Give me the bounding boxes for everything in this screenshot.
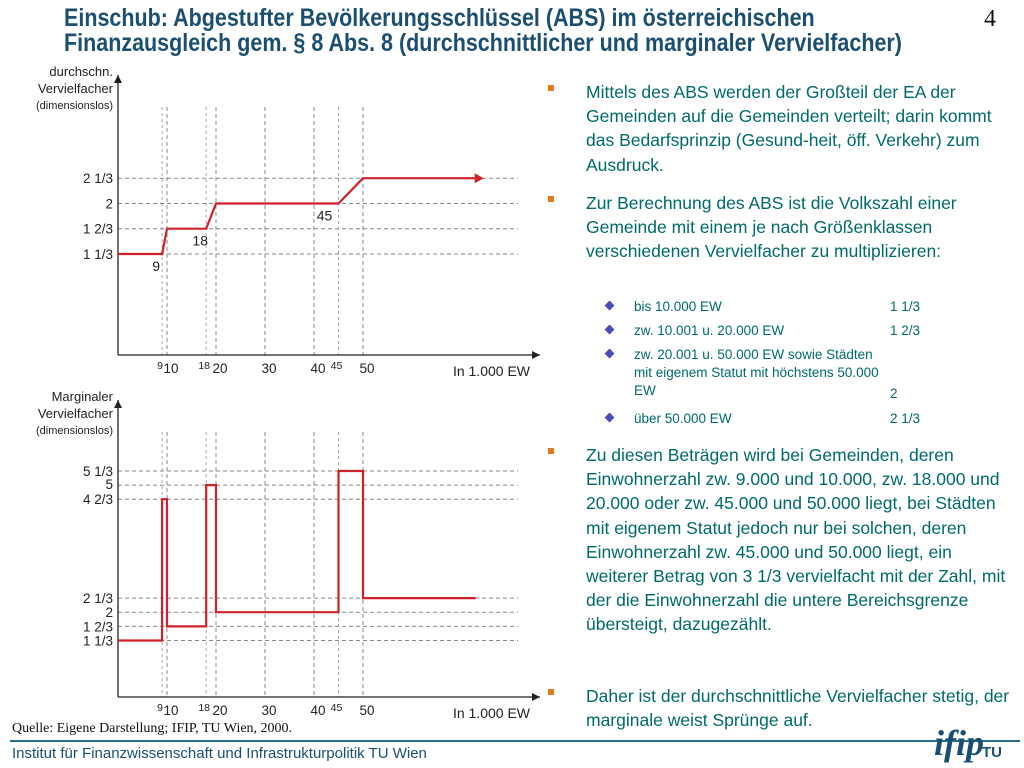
page-title-line-2: Finanzausgleich gem. § 8 Abs. 8 (durchschnittlicher und marginaler Vervielfacher) bbox=[64, 29, 902, 57]
chart2-y-tick-label-5: 4 2/3 bbox=[82, 492, 113, 508]
chart1-plot-area bbox=[118, 107, 518, 355]
chart1-annotation-45: 45 bbox=[316, 207, 333, 224]
bullet-marker bbox=[548, 85, 554, 91]
bullet-item-3 bbox=[548, 443, 1018, 637]
page-number: 4 bbox=[984, 6, 996, 32]
chart1-y-tick-label-1: 1 1/3 bbox=[82, 246, 113, 262]
chart1-x-small-label-45: 45 bbox=[330, 360, 343, 372]
chart2-y-tick-label-2: 1 2/3 bbox=[82, 619, 113, 635]
chart1-ylabel-line-3: (dimensionslos) bbox=[35, 100, 113, 112]
chart2-y-tick-label-7: 5 1/3 bbox=[82, 463, 113, 479]
chart2-y-tick-label-1: 1 1/3 bbox=[82, 633, 113, 649]
bullet-item-1 bbox=[548, 80, 1018, 177]
chart1-x-small-label-9: 9 bbox=[157, 360, 164, 372]
bullet-text: Zur Berechnung des ABS ist die Volkszahl einer Gemeinde mit einem je nach Größenklassen verschiedenen Vervielfacher zu multiplizieren: bbox=[586, 193, 957, 262]
chart2-x-tick-label-10: 10 bbox=[163, 703, 179, 718]
chart1-x-tick-label-30: 30 bbox=[261, 361, 277, 376]
sub-item-text: bis 10.000 EW bbox=[634, 299, 722, 314]
bullet-marker bbox=[548, 689, 554, 695]
chart1-x-tick-label-40: 40 bbox=[310, 361, 326, 376]
chart2-y-tick-label-4: 2 1/3 bbox=[82, 591, 113, 607]
sub-item-value: 2 1/3 bbox=[890, 411, 921, 426]
sub-item-text: zw. 10.001 u. 20.000 EW bbox=[634, 323, 785, 338]
bullet-text: Zu diesen Beträgen wird bei Gemeinden, deren Einwohnerzahl zw. 9.000 und 10.000, zw. 18.000 und 20.000 oder zw. 45.000 und 50.000 liegt, bei Städten mit eigenem Statut jedoch nur bei solchen, deren Einwohnerzahl zw. 45.000 und 50.000 liegt, ein weiterer Betrag von 3 1/3 vervielfacht mit der Zahl, mit der die Einwohnerzahl die untere Bereichsgrenze übersteigt, dazugezählt. bbox=[586, 445, 1006, 635]
sub-item-text: über 50.000 EW bbox=[634, 411, 732, 426]
page-title-line-1: Einschub: Abgestufter Bevölkerungsschlüssel (ABS) im österreichischen bbox=[64, 4, 815, 32]
bullet-marker bbox=[548, 196, 554, 202]
sub-item-value: 1 1/3 bbox=[890, 299, 921, 314]
chart1-y-axis-arrow bbox=[114, 75, 122, 83]
chart2-x-tick-label-30: 30 bbox=[261, 703, 277, 718]
sub-item-value: 2 bbox=[890, 386, 898, 401]
chart1-y-tick-label-4: 2 1/3 bbox=[82, 171, 113, 187]
ifip-logo bbox=[934, 722, 1014, 768]
chart2-ylabel-line-1: Marginaler bbox=[51, 389, 113, 404]
chart1-x-tick-label-10: 10 bbox=[163, 361, 179, 376]
logo-text: ifip bbox=[934, 723, 984, 763]
chart1-y-tick-label-3: 2 bbox=[105, 196, 113, 212]
logo-subtext: TU bbox=[982, 744, 1002, 761]
chart2-x-tick-label-20: 20 bbox=[212, 703, 228, 718]
chart2-x-small-label-18: 18 bbox=[198, 702, 211, 714]
chart2-x-tick-label-50: 50 bbox=[359, 703, 375, 718]
chart2-ylabel-line-2: Vervielfacher bbox=[37, 406, 113, 421]
chart1-y-tick-label-2: 1 2/3 bbox=[82, 221, 113, 237]
bullet-text: Daher ist der durchschnittliche Vervielfacher stetig, der marginale weist Sprünge auf. bbox=[586, 686, 1010, 731]
chart1-annotation-18: 18 bbox=[192, 232, 208, 249]
chart1-ylabel-line-2: Vervielfacher bbox=[37, 81, 113, 96]
chart2-x-axis-arrow bbox=[532, 693, 540, 701]
bullet-item-2 bbox=[548, 191, 1018, 264]
chart2-y-axis-arrow bbox=[114, 400, 122, 408]
chart2-y-tick-label-3: 2 bbox=[105, 605, 113, 621]
chart2-ylabel-line-3: (dimensionslos) bbox=[35, 425, 113, 437]
chart1-x-axis-arrow bbox=[532, 351, 540, 359]
chart2-x-tick-label-40: 40 bbox=[310, 703, 326, 718]
chart1-x-tick-label-50: 50 bbox=[359, 361, 375, 376]
footer-divider bbox=[10, 740, 1020, 742]
chart2-x-small-label-45: 45 bbox=[330, 702, 343, 714]
source-note: Quelle: Eigene Darstellung; IFIP, TU Wien, 2000. bbox=[12, 721, 293, 736]
chart2-plot-area bbox=[118, 432, 518, 697]
chart1-x-small-label-18: 18 bbox=[198, 360, 211, 372]
chart2-y-tick-label-6: 5 bbox=[105, 477, 113, 493]
chart2-x-axis-label: In 1.000 EW bbox=[452, 705, 530, 721]
sub-item-text: zw. 20.001 u. 50.000 EW sowie Städten mit eigenem Statut mit höchstens 50.000 EW bbox=[634, 347, 879, 398]
bullet-marker bbox=[548, 448, 554, 454]
footer-institute: Institut für Finanzwissenschaft und Infrastrukturpolitik TU Wien bbox=[12, 745, 427, 762]
chart1-annotation-9: 9 bbox=[152, 257, 160, 274]
chart1-x-tick-label-20: 20 bbox=[212, 361, 228, 376]
bullet-text: Mittels des ABS werden der Großteil der EA der Gemeinden auf die Gemeinden verteilt; darin kommt das Bedarfsprinzip (Gesund-heit, öff. Verkehr) zum Ausdruck. bbox=[586, 82, 992, 175]
chart1-ylabel-line-1: durchschn. bbox=[49, 64, 113, 79]
chart1-x-axis-label: In 1.000 EW bbox=[452, 363, 530, 379]
chart2-x-small-label-9: 9 bbox=[157, 702, 164, 714]
sub-item-value: 1 2/3 bbox=[890, 323, 921, 338]
